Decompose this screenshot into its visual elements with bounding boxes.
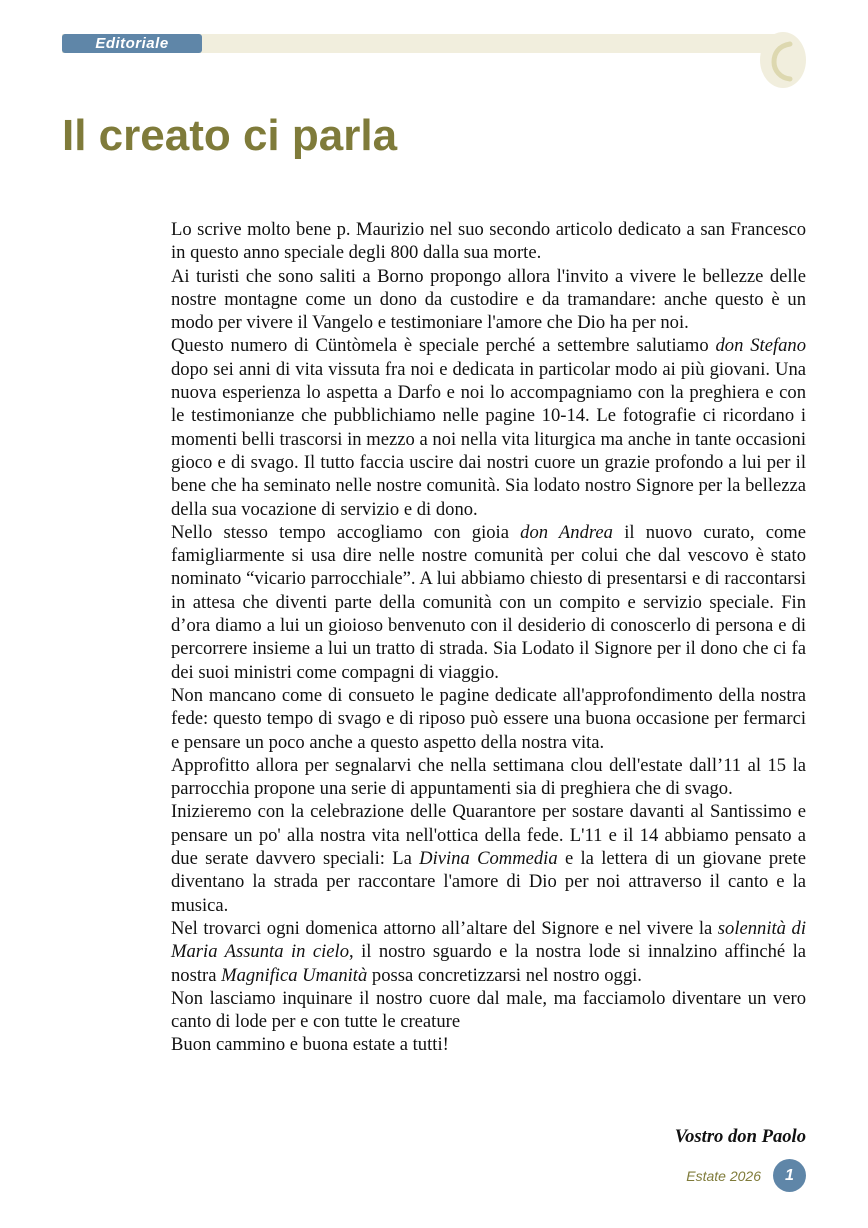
page-title: Il creato ci parla (62, 111, 398, 160)
page-number-badge: 1 (773, 1159, 806, 1192)
signature: Vostro don Paolo (674, 1126, 806, 1147)
emphasis-divina-commedia: Divina Commedia (419, 848, 558, 870)
article-paragraph: Lo scrive molto bene p. Maurizio nel suo secondo articolo dedicato a san Francesco in questo anno speciale degli 800 dalla sua morte. (171, 219, 806, 264)
article-paragraph: Nello stesso tempo accogliamo con gioia don Andrea il nuovo curato, come famigliarmente si usa dire nelle nostre comunità per colui che dal vescovo è stato nominato “vicario parrocchiale”. A lui abbiamo chiesto di presentarsi e di raccontarsi in attesa che diventi parte della comunità con un compito e servizio speciale. Fin d’ora diamo a lui un gioioso benvenuto con il desiderio di conoscerlo di persona e di percorrere insieme a lui un tratto di strada. Sia Lodato il Signore per il dono che ci fa dei suoi ministri come compagni di viaggio. (171, 521, 806, 683)
emphasis-don-stefano: don Stefano (715, 335, 807, 357)
emphasis-don-andrea: don Andrea (520, 521, 613, 543)
article-paragraph: Non mancano come di consueto le pagine dedicate all'approfondimento della nostra fede: questo tempo di svago e di riposo può essere una buona occasione per fermarci e pensare un poco anche a questo aspetto della nostra vita. (171, 684, 806, 753)
magazine-c-logo-icon (760, 32, 806, 88)
emphasis-solennita: solennità di Maria Assunta in cielo (171, 917, 806, 963)
article-paragraph: Approfitto allora per segnalarvi che nella settimana clou dell'estate dall’11 al 15 la parrocchia propone una serie di appuntamenti sia di preghiera che di svago. (171, 754, 806, 800)
emphasis-magnifica-umanita: Magnifica Umanità (221, 964, 368, 986)
section-tag: Editoriale (62, 34, 202, 53)
article-paragraph: Non lasciamo inquinare il nostro cuore dal male, ma facciamolo diventare un vero canto di lode per e con tutte le creature (171, 987, 806, 1033)
issue-label: Estate 2026 (686, 1168, 761, 1184)
article-body (171, 218, 806, 1057)
article-paragraph: Ai turisti che sono saliti a Borno propongo allora l'invito a vivere le bellezze delle nostre montagne come un dono da custodire e da tramandare: anche questo è un modo per vivere il Vangelo e testimoniare l'amore che Dio ha per noi. (171, 265, 806, 334)
article-paragraph: Questo numero di Cüntòmela è speciale perché a settembre salutiamo don Stefano dopo sei anni di vita vissuta fra noi e dedicata in particolar modo ai più giovani. Una nuova esperienza lo aspetta a Darfo e noi lo accompagniamo con la preghiera e con le testimonianze che pubblichiamo nelle pagine 10-14. Le fotografie ci ricordano i momenti belli trascorsi in mezzo a noi nella vita liturgica ma anche in tante occasioni gioco e di svago. Il tutto faccia uscire dai nostri cuore un grazie profondo a lui per il bene che ha seminato nelle nostre comunità. Sia lodato nostro Signore per la bellezza della sua vocazione di servizio e di dono. (171, 335, 807, 520)
article-paragraph: Buon cammino e buona estate a tutti! (171, 1034, 449, 1056)
article-paragraph: Nel trovarci ogni domenica attorno all’altare del Signore e nel vivere la solennità di Maria Assunta in cielo, il nostro sguardo e la nostra lode si innalzino affinché la nostra Magnifica Umanità possa concretizzarsi nel nostro oggi. (171, 917, 807, 986)
article-paragraph: Inizieremo con la celebrazione delle Quarantore per sostare davanti al Santissimo e pensare un po' alla nostra vita nell'ottica della fede. L'11 e il 14 abbiamo pensato a due serate davvero speciali: La Divina Commedia e la lettera di un giovane prete diventano la strada per raccontare l'amore di Dio per noi attraverso il canto e la musica. (171, 801, 806, 916)
